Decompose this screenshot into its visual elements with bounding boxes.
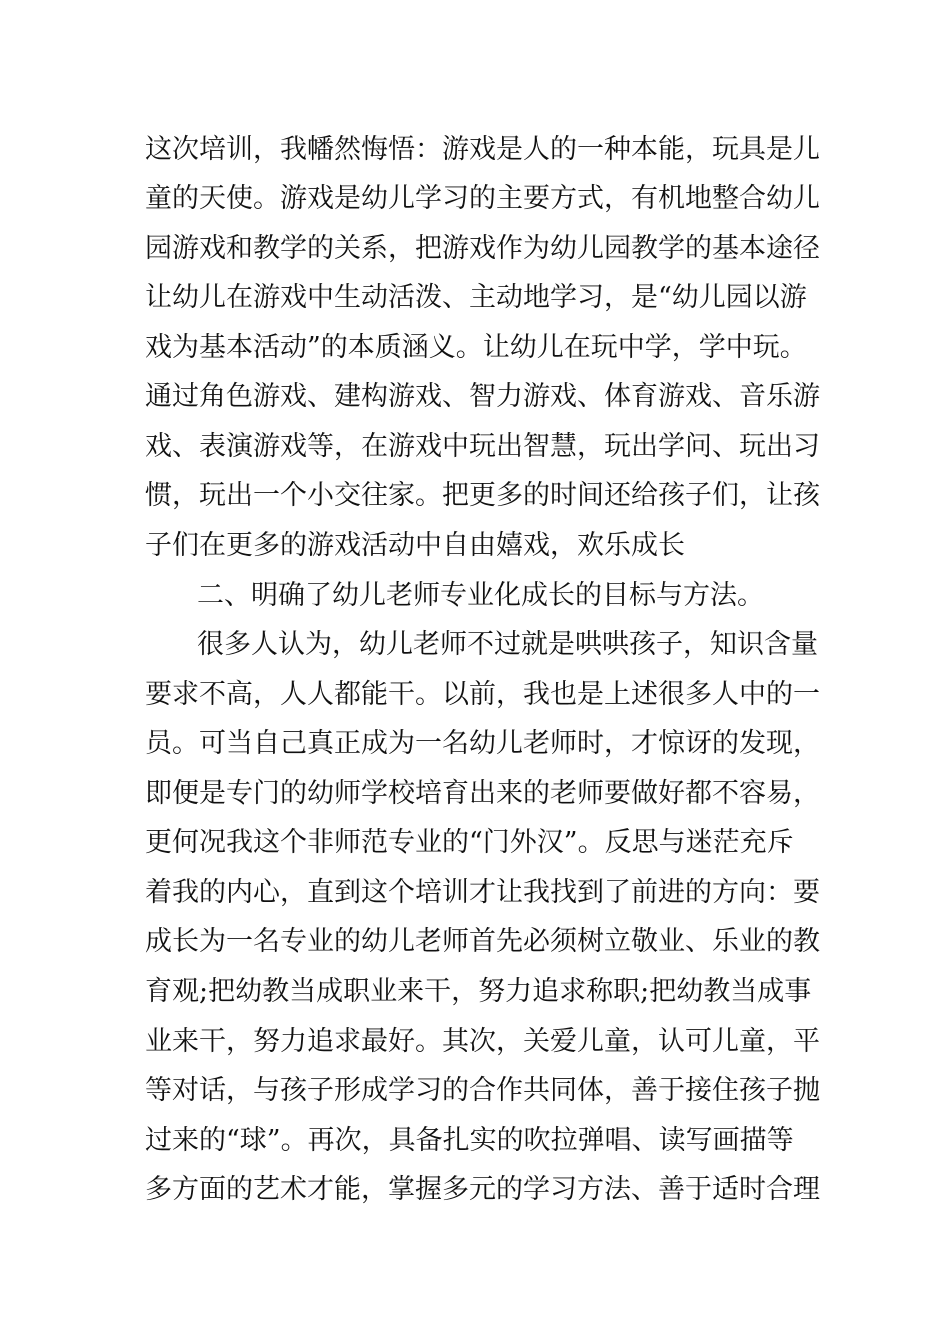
text-line: 惯，玩出一个小交往家。把更多的时间还给孩子们，让孩: [145, 480, 820, 511]
text-line: 过来的“球”。再次，具备扎实的吹拉弹唱、读写画描等: [145, 1125, 794, 1156]
text-line: 园游戏和教学的关系，把游戏作为幼儿园教学的基本途径: [145, 233, 820, 264]
text-line: 更何况我这个非师范专业的“门外汉”。反思与迷茫充斥: [145, 827, 794, 858]
text-line: 童的天使。游戏是幼儿学习的主要方式，有机地整合幼儿: [145, 183, 820, 214]
text-line: 等对话，与孩子形成学习的合作共同体，善于接住孩子抛: [145, 1075, 820, 1106]
text-line: 这次培训，我幡然悔悟：游戏是人的一种本能，玩具是儿: [145, 134, 820, 165]
paragraph-first-line: 很多人认为，幼儿老师不过就是哄哄孩子，知识含量: [197, 629, 818, 660]
text-line: 要求不高，人人都能干。以前，我也是上述很多人中的一: [145, 679, 820, 710]
text-line: 着我的内心，直到这个培训才让我找到了前进的方向：要: [145, 877, 820, 908]
section-heading: 二、明确了幼儿老师专业化成长的目标与方法。: [197, 580, 764, 611]
text-line: 戏为基本活动”的本质涵义。让幼儿在玩中学，学中玩。: [145, 332, 807, 363]
text-line: 即便是专门的幼师学校培育出来的老师要做好都不容易，: [145, 778, 820, 809]
text-line: 员。可当自己真正成为一名幼儿老师时，才惊讶的发现，: [145, 728, 820, 759]
text-line: 业来干，努力追求最好。其次，关爱儿童，认可儿童，平: [145, 1026, 820, 1057]
text-line: 通过角色游戏、建构游戏、智力游戏、体育游戏、音乐游: [145, 381, 820, 412]
text-line: 戏、表演游戏等，在游戏中玩出智慧，玩出学问、玩出习: [145, 431, 820, 462]
text-line: 育观;把幼教当成职业来干，努力追求称职;把幼教当成事: [145, 976, 812, 1007]
text-line: 子们在更多的游戏活动中自由嬉戏，欢乐成长: [145, 530, 685, 561]
text-line: 让幼儿在游戏中生动活泼、主动地学习，是“幼儿园以游: [145, 282, 807, 313]
text-line: 多方面的艺术才能，掌握多元的学习方法、善于适时合理: [145, 1174, 820, 1205]
text-line: 成长为一名专业的幼儿老师首先必须树立敬业、乐业的教: [145, 926, 820, 957]
